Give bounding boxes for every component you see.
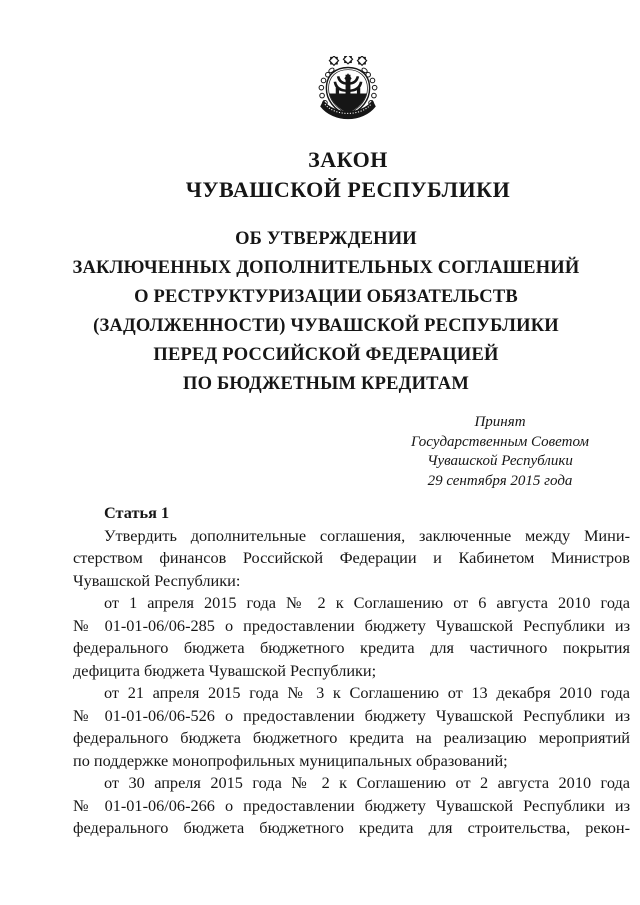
body-line: стерством финансов Российской Федерации и Кабинетом Министров [73, 548, 630, 567]
title-line-republic: ЧУВАШСКОЙ РЕСПУБЛИКИ [185, 177, 511, 202]
title-line-law: ЗАКОН [308, 147, 388, 172]
article-body [73, 502, 630, 840]
body-line: № 01-01-06/06-266 о предоставлении бюджету Чувашской Республики из [73, 795, 630, 815]
adoption-block [410, 413, 590, 491]
document-subtitle [0, 225, 640, 399]
subtitle-line: (ЗАДОЛЖЕННОСТИ) ЧУВАШСКОЙ РЕСПУБЛИКИ [93, 316, 559, 336]
adoption-line: Принят [474, 414, 526, 430]
adoption-line: 29 сентября 2015 года [427, 472, 573, 489]
subtitle-line: О РЕСТРУКТУРИЗАЦИИ ОБЯЗАТЕЛЬСТВ [134, 287, 518, 307]
body-line: федерального бюджета бюджетного кредита на реализацию мероприятий [73, 728, 630, 747]
subtitle-line: ЗАКЛЮЧЕННЫХ ДОПОЛНИТЕЛЬНЫХ СОГЛАШЕНИЙ [72, 258, 580, 278]
chuvashia-coat-of-arms-icon [312, 56, 384, 128]
subtitle-line: ОБ УТВЕРЖДЕНИИ [235, 229, 417, 249]
body-line: Утвердить дополнительные соглашения, заключенные между Мини- [104, 525, 630, 545]
body-line: № 01-01-06/06-285 о предоставлении бюджету Чувашской Республики из [73, 615, 630, 635]
body-line: № 01-01-06/06-526 о предоставлении бюджету Чувашской Республики из [73, 705, 630, 725]
body-line: по поддержке монопрофильных муниципальных образований; [73, 750, 508, 770]
document-header [0, 0, 640, 205]
document-title [56, 145, 640, 205]
adoption-line: Государственным Советом [411, 433, 589, 450]
body-line: дефицита бюджета Чувашской Республики; [73, 660, 377, 680]
subtitle-line: ПО БЮДЖЕТНЫМ КРЕДИТАМ [182, 374, 470, 394]
body-line: от 21 апреля 2015 года № 3 к Соглашению от 13 декабря 2010 года [104, 683, 630, 702]
body-line: федерального бюджета бюджетного кредита для частичного покрытия [73, 638, 630, 657]
subtitle-line: ПЕРЕД РОССИЙСКОЙ ФЕДЕРАЦИЕЙ [153, 345, 499, 365]
adoption-line: Чувашской Республики [427, 453, 573, 469]
body-line: от 1 апреля 2015 года № 2 к Соглашению от 6 августа 2010 года [104, 593, 630, 612]
body-line: Чувашской Республики: [73, 570, 241, 590]
body-line: от 30 апреля 2015 года № 2 к Соглашению от 2 августа 2010 года [104, 773, 630, 792]
body-line: федерального бюджета бюджетного кредита для строительства, рекон- [73, 818, 630, 837]
body-line: Статья 1 [104, 503, 170, 522]
